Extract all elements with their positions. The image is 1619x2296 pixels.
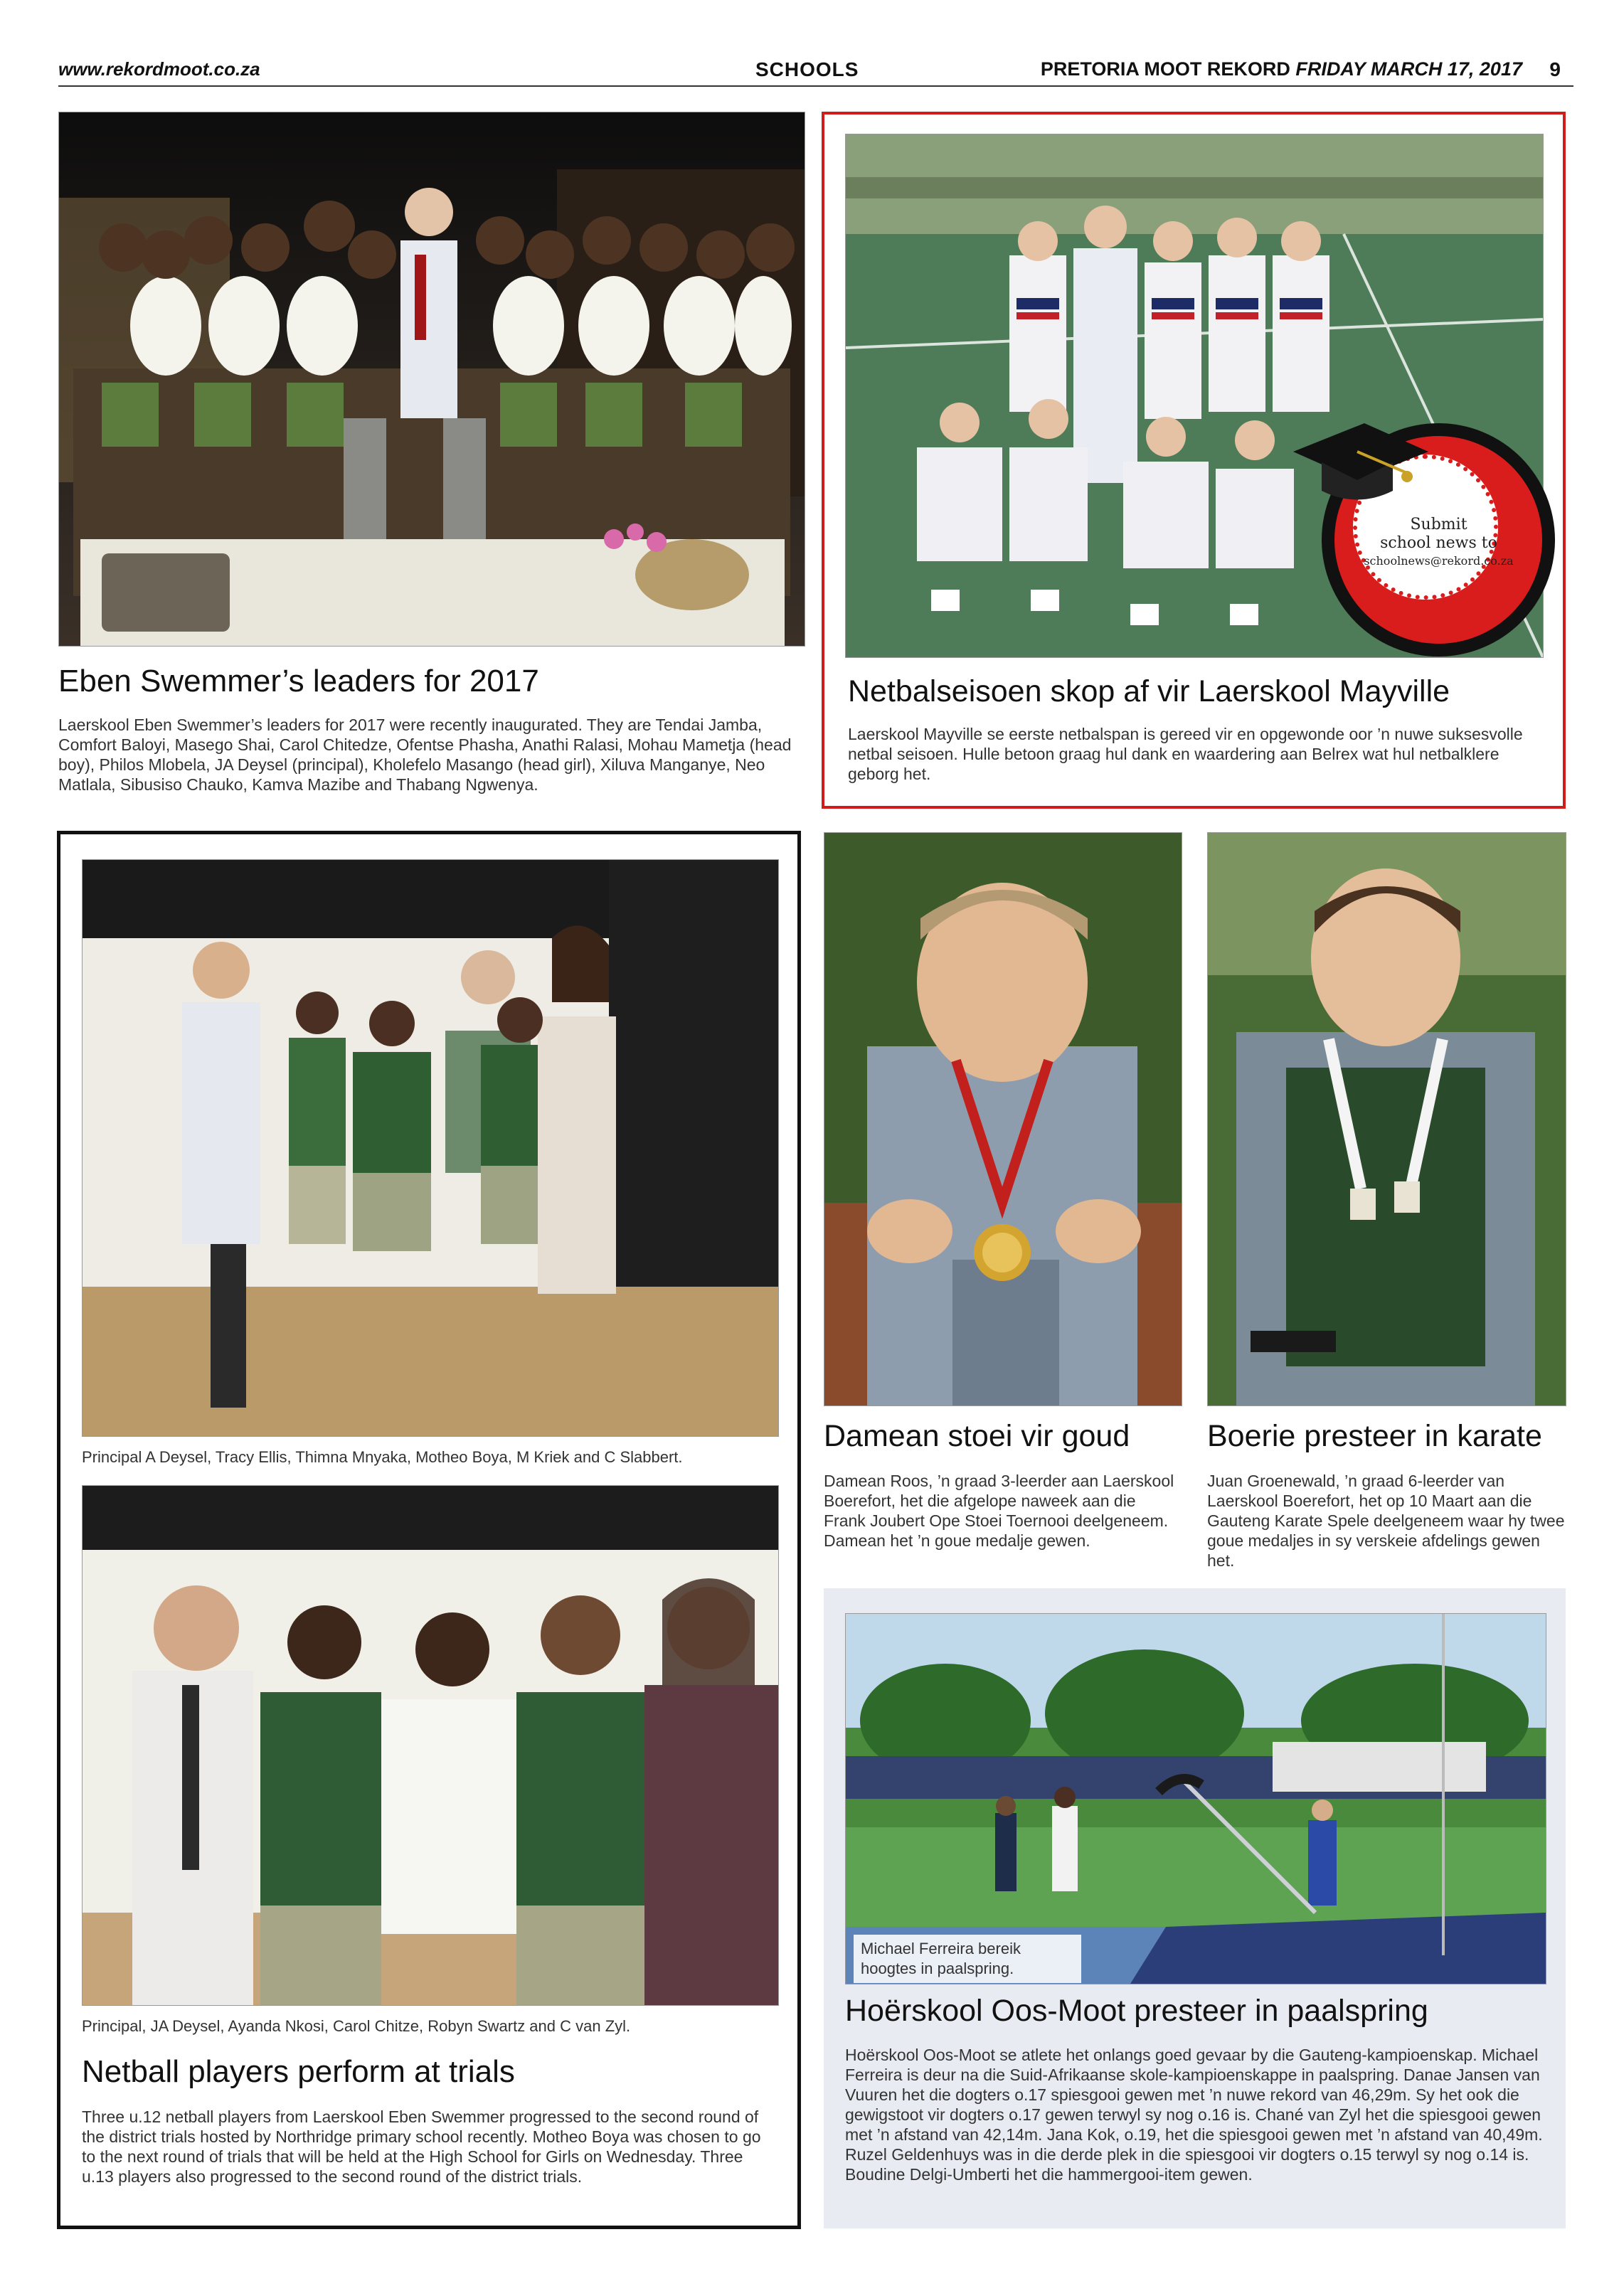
submit-news-badge[interactable]	[1322, 423, 1555, 657]
boerie-headline: Boerie presteer in karate	[1207, 1419, 1542, 1453]
paalspring-headline: Hoërskool Oos-Moot presteer in paalspring	[845, 1994, 1428, 2028]
badge-email[interactable]: schoolnews@rekord.co.za	[1364, 554, 1514, 568]
damean-body: Damean Roos, ’n graad 3-leerder aan Laerskool Boerefort, het die afgelope naweek aan die Frank Joubert Ope Stoei Toernooi deelgeneem. Damean het ’n goue medalje gewen.	[824, 1472, 1174, 1550]
page-number: 9	[1549, 58, 1561, 80]
boerie-body: Juan Groenewald, ’n graad 6-leerder van Laerskool Boerefort, het op 10 Maart aan die Gauteng Karate Spele deelgeneem waar hy twee goue medaljes in sy verskeie afdelings gewen het.	[1207, 1472, 1565, 1570]
header-rule	[58, 85, 1573, 87]
trials-body: Three u.12 netball players from Laerskool Eben Swemmer progressed to the second round of the district trials hosted by Northridge primary school recently. Motheo Boya was chosen to go to the next round of trials that will be held at the High School for Girls on Wednesday. Three u.13 players also progressed to the second round of the district trials.	[82, 2108, 761, 2186]
badge-line1: Submit	[1410, 516, 1467, 533]
damean-headline: Damean stoei vir goud	[824, 1419, 1130, 1453]
paalspring-photo	[845, 1613, 1546, 1984]
publication-name: PRETORIA MOOT REKORD	[1040, 58, 1290, 80]
boerie-photo	[1207, 832, 1566, 1406]
paalspring-body: Hoërskool Oos-Moot se atlete het onlangs goed gevaar by die Gauteng-kampioenskap. Michael Ferreira is deur na die Suid-Afrikaanse skole-kampioenskappe in paalspring. Danae Jansen van Vuuren het die dogters o.17 spiesgooi gewen met ’n nuwe rekord van 46,29m. Sy het ook die gewigstoot vir dogters o.17 gewen terwyl sy nog o.16 is. Chané van Zyl het die spiesgooi gewen met ’n afstand van 42,14m. Jana Kok, o.19, het die spiesgooi gewen met ’n afstand van 40,49m. Ruzel Geldenhuys was in die derde plek in die spiesgooi vir dogters o.15 terwyl sy nog o.14 is. Boudine Delgi-Umberti het die hammergooi-item gewen.	[845, 2046, 1543, 2184]
publication-line	[1041, 58, 1522, 80]
publication-date: FRIDAY MARCH 17, 2017	[1295, 58, 1522, 80]
graduation-cap-icon	[1286, 409, 1428, 509]
netbal-headline: Netbalseisoen skop af vir Laerskool Mayville	[848, 674, 1450, 708]
trials-caption-1: Principal A Deysel, Tracy Ellis, Thimna Mnyaka, Motheo Boya, M Kriek and C Slabbert.	[82, 1448, 683, 1466]
trials-headline: Netball players perform at trials	[82, 2054, 515, 2089]
section-title: SCHOOLS	[755, 58, 859, 80]
netbal-body: Laerskool Mayville se eerste netbalspan is gereed vir en opgewonde oor ’n nuwe suksesvolle netbal seisoen. Hulle betoon graag hul dank en waardering aan Belrex wat hul netbalklere geborg het.	[848, 725, 1523, 783]
leaders-headline: Eben Swemmer’s leaders for 2017	[58, 664, 539, 698]
badge-line2: school news to	[1380, 534, 1497, 552]
trials-caption-2: Principal, JA Deysel, Ayanda Nkosi, Carol Chitze, Robyn Swartz and C van Zyl.	[82, 2017, 631, 2035]
trials-photo-2	[82, 1485, 779, 2006]
website-url[interactable]: www.rekordmoot.co.za	[58, 58, 260, 80]
paalspring-photo-caption: Michael Ferreira bereik hoogtes in paalspring.	[854, 1935, 1081, 1983]
leaders-photo	[58, 112, 805, 647]
trials-photo-1	[82, 859, 779, 1437]
leaders-body: Laerskool Eben Swemmer’s leaders for 2017 were recently inaugurated. They are Tendai Jamba, Comfort Baloyi, Masego Shai, Carol Chitedze, Ofentse Phasha, Anathi Ralasi, Mohau Mametja (head boy), Philos Mlobela, JA Deysel (principal), Kholefelo Masango (head girl), Xiluva Manganye, Neo Matlala, Sibusiso Chauko, Kamva Mazibe and Thabang Ngwenya.	[58, 716, 792, 794]
damean-photo	[824, 832, 1182, 1406]
